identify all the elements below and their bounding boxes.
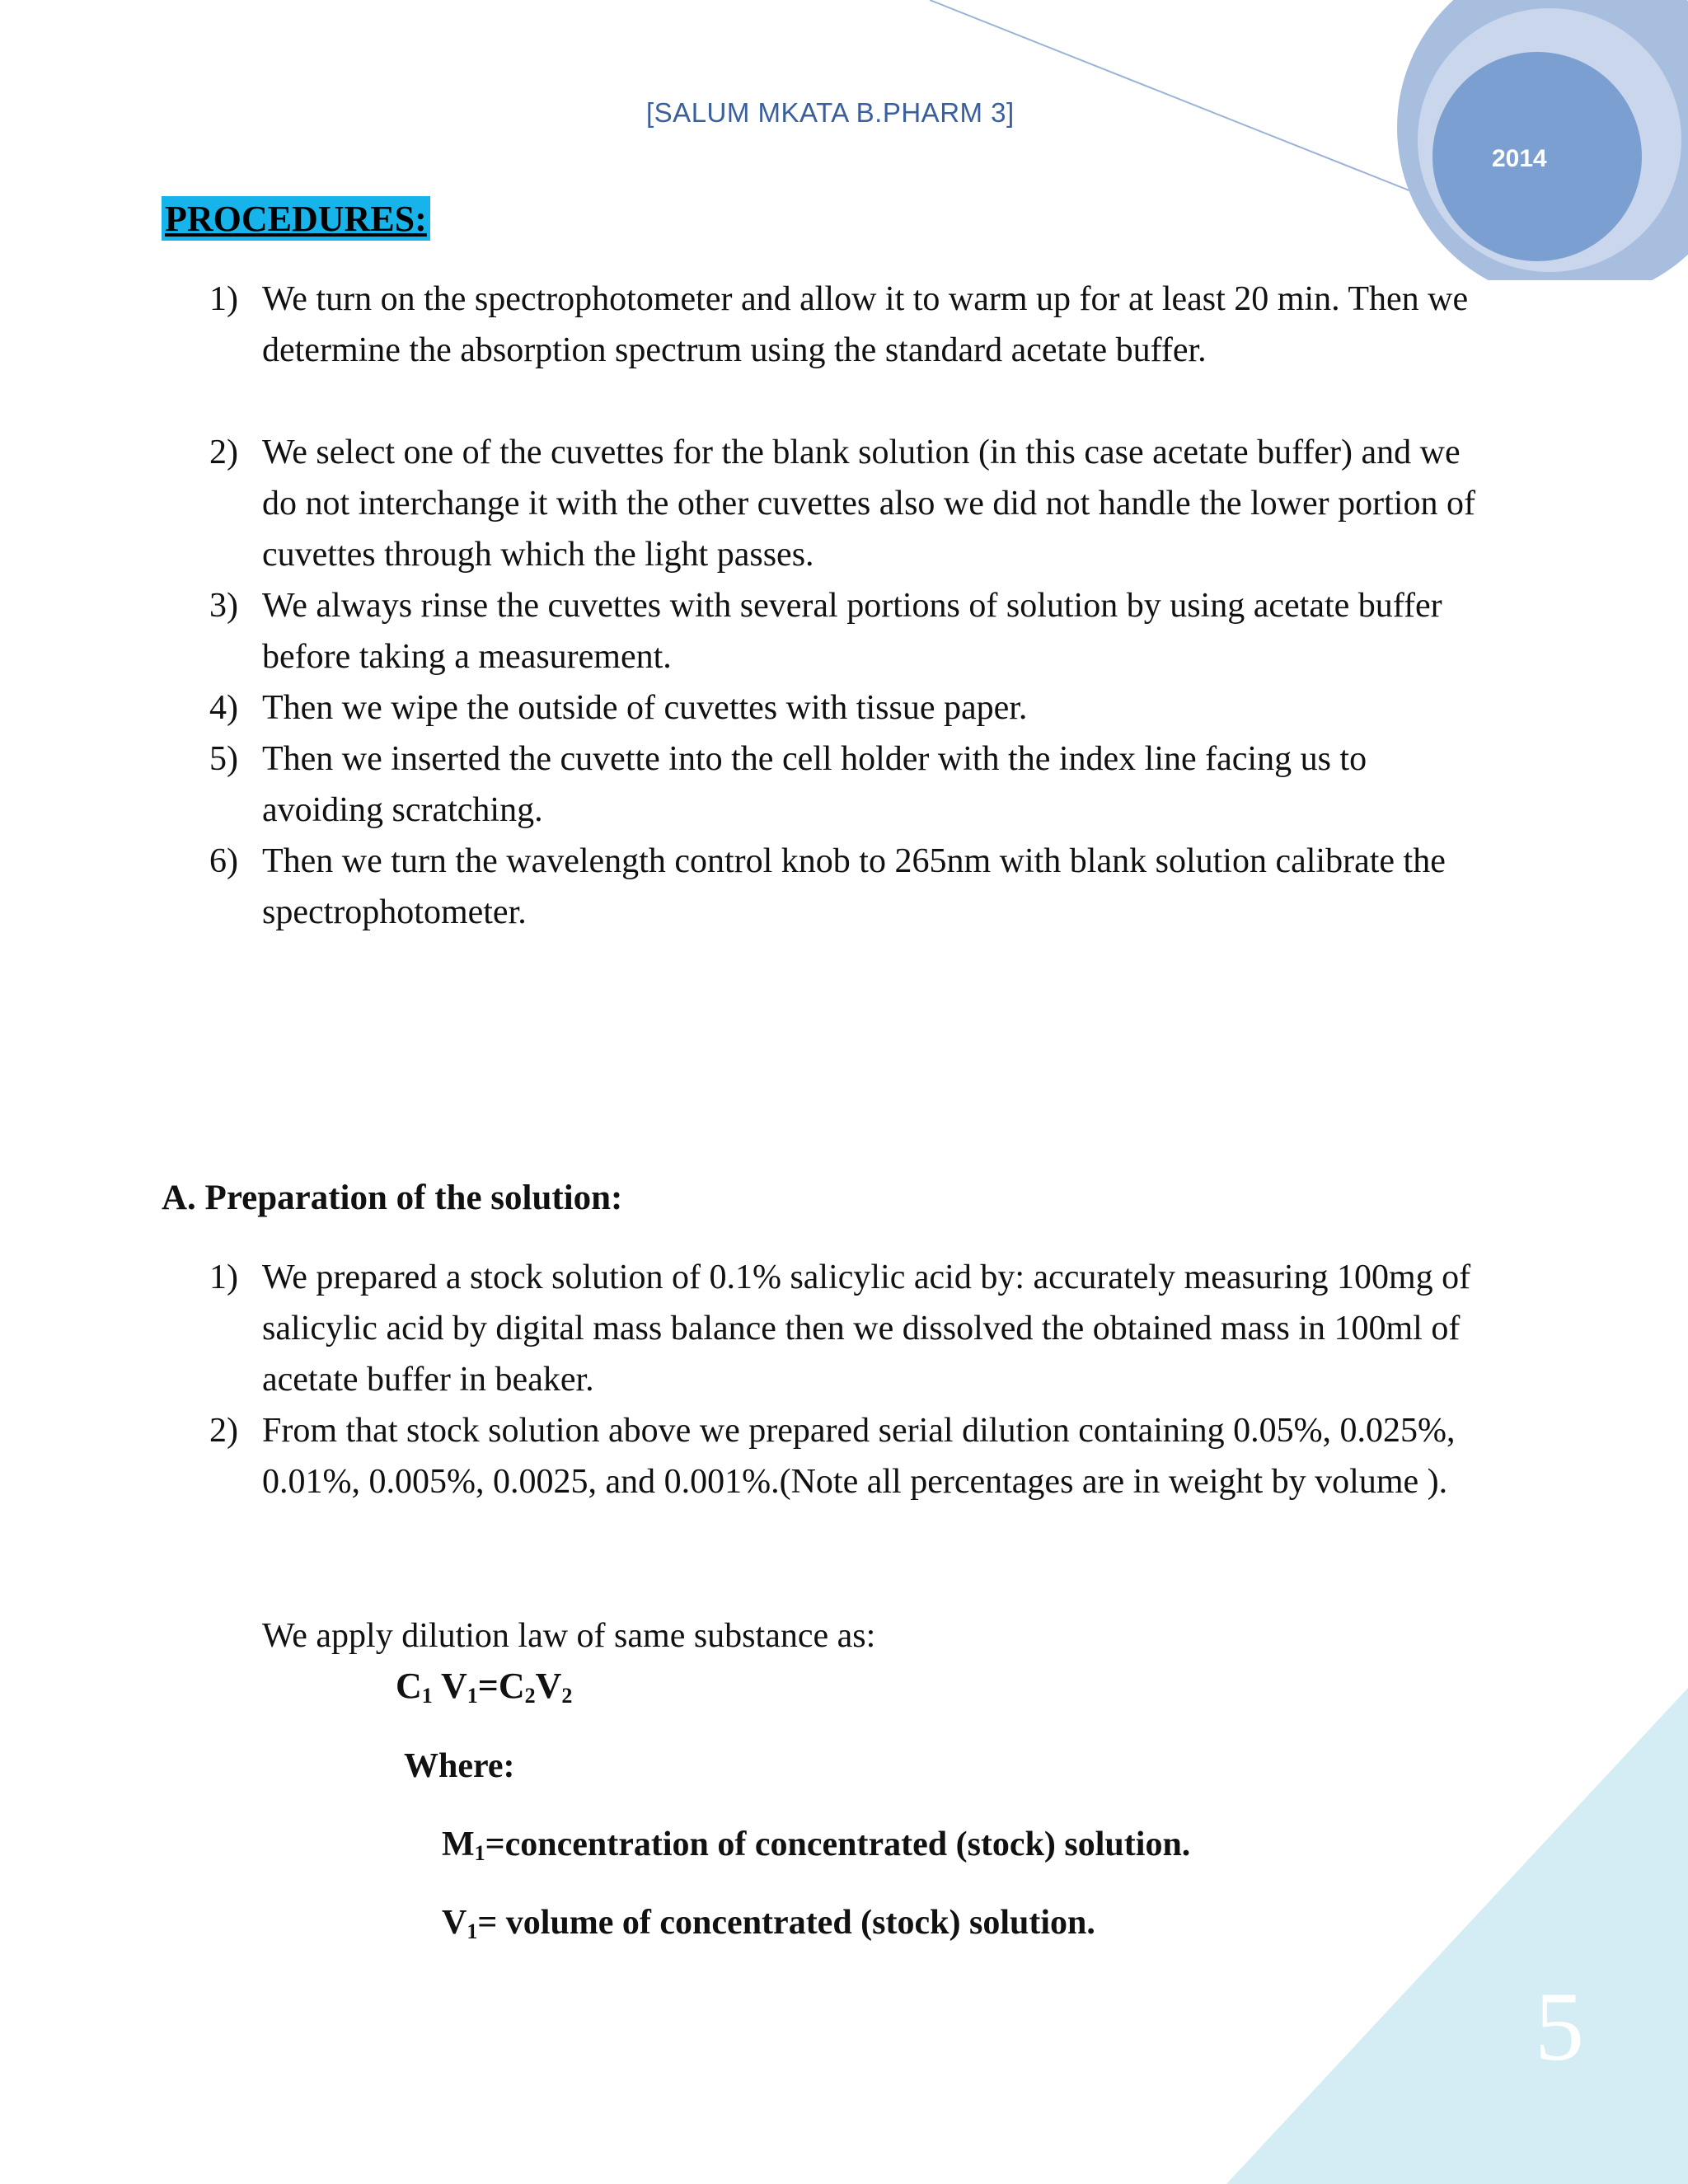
formula-c1: C	[396, 1666, 422, 1706]
item-number: 1)	[209, 280, 238, 318]
running-header: [SALUM MKATA B.PHARM 3]	[646, 97, 1015, 128]
item-text: We select one of the cuvettes for the blank solution (in this case acetate buffer) and we do not interchange it with the other cuvettes also we did not handle the lower portion of cuvettes through which the light passes.	[262, 434, 1475, 574]
preparation-heading: A. Preparation of the solution:	[162, 1179, 623, 1217]
item-text: Then we turn the wavelength control knob to 265nm with blank solution calibrate the spectrophotometer.	[262, 842, 1446, 931]
definition-line	[442, 1820, 1190, 1878]
item-number: 2)	[209, 1412, 238, 1450]
item-text: We turn on the spectrophotometer and allow it to warm up for at least 20 min. Then we determine the absorption spectrum using the standard acetate buffer.	[262, 280, 1469, 369]
item-number: 6)	[209, 842, 238, 880]
item-number: 4)	[209, 689, 238, 727]
preparation-list	[209, 1252, 1495, 1507]
header-year: 2014	[1492, 145, 1547, 172]
formula-sub: 2	[524, 1684, 536, 1708]
definition-sub: 1	[467, 1919, 478, 1943]
formula-v1: V	[432, 1666, 467, 1706]
procedure-item	[209, 836, 1495, 938]
formula-sub: 2	[561, 1684, 573, 1708]
where-label: Where:	[404, 1747, 515, 1785]
procedure-item	[209, 580, 1495, 682]
definition-sub: 1	[474, 1841, 485, 1865]
procedure-list	[209, 274, 1495, 938]
definition-symbol: M	[442, 1825, 475, 1863]
formula-v2: V	[535, 1666, 562, 1706]
procedure-item	[209, 682, 1495, 733]
procedure-item	[209, 274, 1495, 376]
procedure-item	[209, 733, 1495, 836]
preparation-item	[209, 1252, 1495, 1405]
item-number: 5)	[209, 740, 238, 778]
corner-triangle	[1226, 1688, 1688, 2184]
definition-line	[442, 1898, 1095, 1957]
procedure-item	[209, 427, 1495, 580]
item-number: 2)	[209, 434, 238, 471]
item-text: We always rinse the cuvettes with several portions of solution by using acetate buffer before taking a measurement.	[262, 587, 1442, 676]
item-number: 3)	[209, 587, 238, 625]
definition-text: = volume of concentrated (stock) solution.	[477, 1904, 1095, 1942]
formula-sub: 1	[467, 1684, 478, 1708]
item-number: 1)	[209, 1258, 238, 1296]
definition-text: =concentration of concentrated (stock) solution.	[485, 1825, 1191, 1863]
procedures-heading: PROCEDURES:	[162, 196, 430, 241]
item-text: Then we inserted the cuvette into the cell holder with the index line facing us to avoiding scratching.	[262, 740, 1367, 829]
item-text: From that stock solution above we prepared serial dilution containing 0.05%, 0.025%, 0.01%, 0.005%, 0.0025, and 0.001%.(Note all percentages are in weight by volume ).	[262, 1412, 1456, 1501]
preparation-item	[209, 1405, 1495, 1507]
definition-symbol: V	[442, 1904, 467, 1942]
dilution-intro: We apply dilution law of same substance as:	[262, 1617, 876, 1655]
item-text: Then we wipe the outside of cuvettes with tissue paper.	[262, 689, 1028, 727]
page-number: 5	[1535, 1971, 1584, 2081]
formula-eq-c2: =C	[477, 1666, 525, 1706]
dilution-formula	[396, 1661, 572, 1722]
item-text: We prepared a stock solution of 0.1% salicylic acid by: accurately measuring 100mg of salicylic acid by digital mass balance then we dissolved the obtained mass in 100ml of acetate buffer in beaker.	[262, 1258, 1471, 1399]
formula-sub: 1	[421, 1684, 433, 1708]
